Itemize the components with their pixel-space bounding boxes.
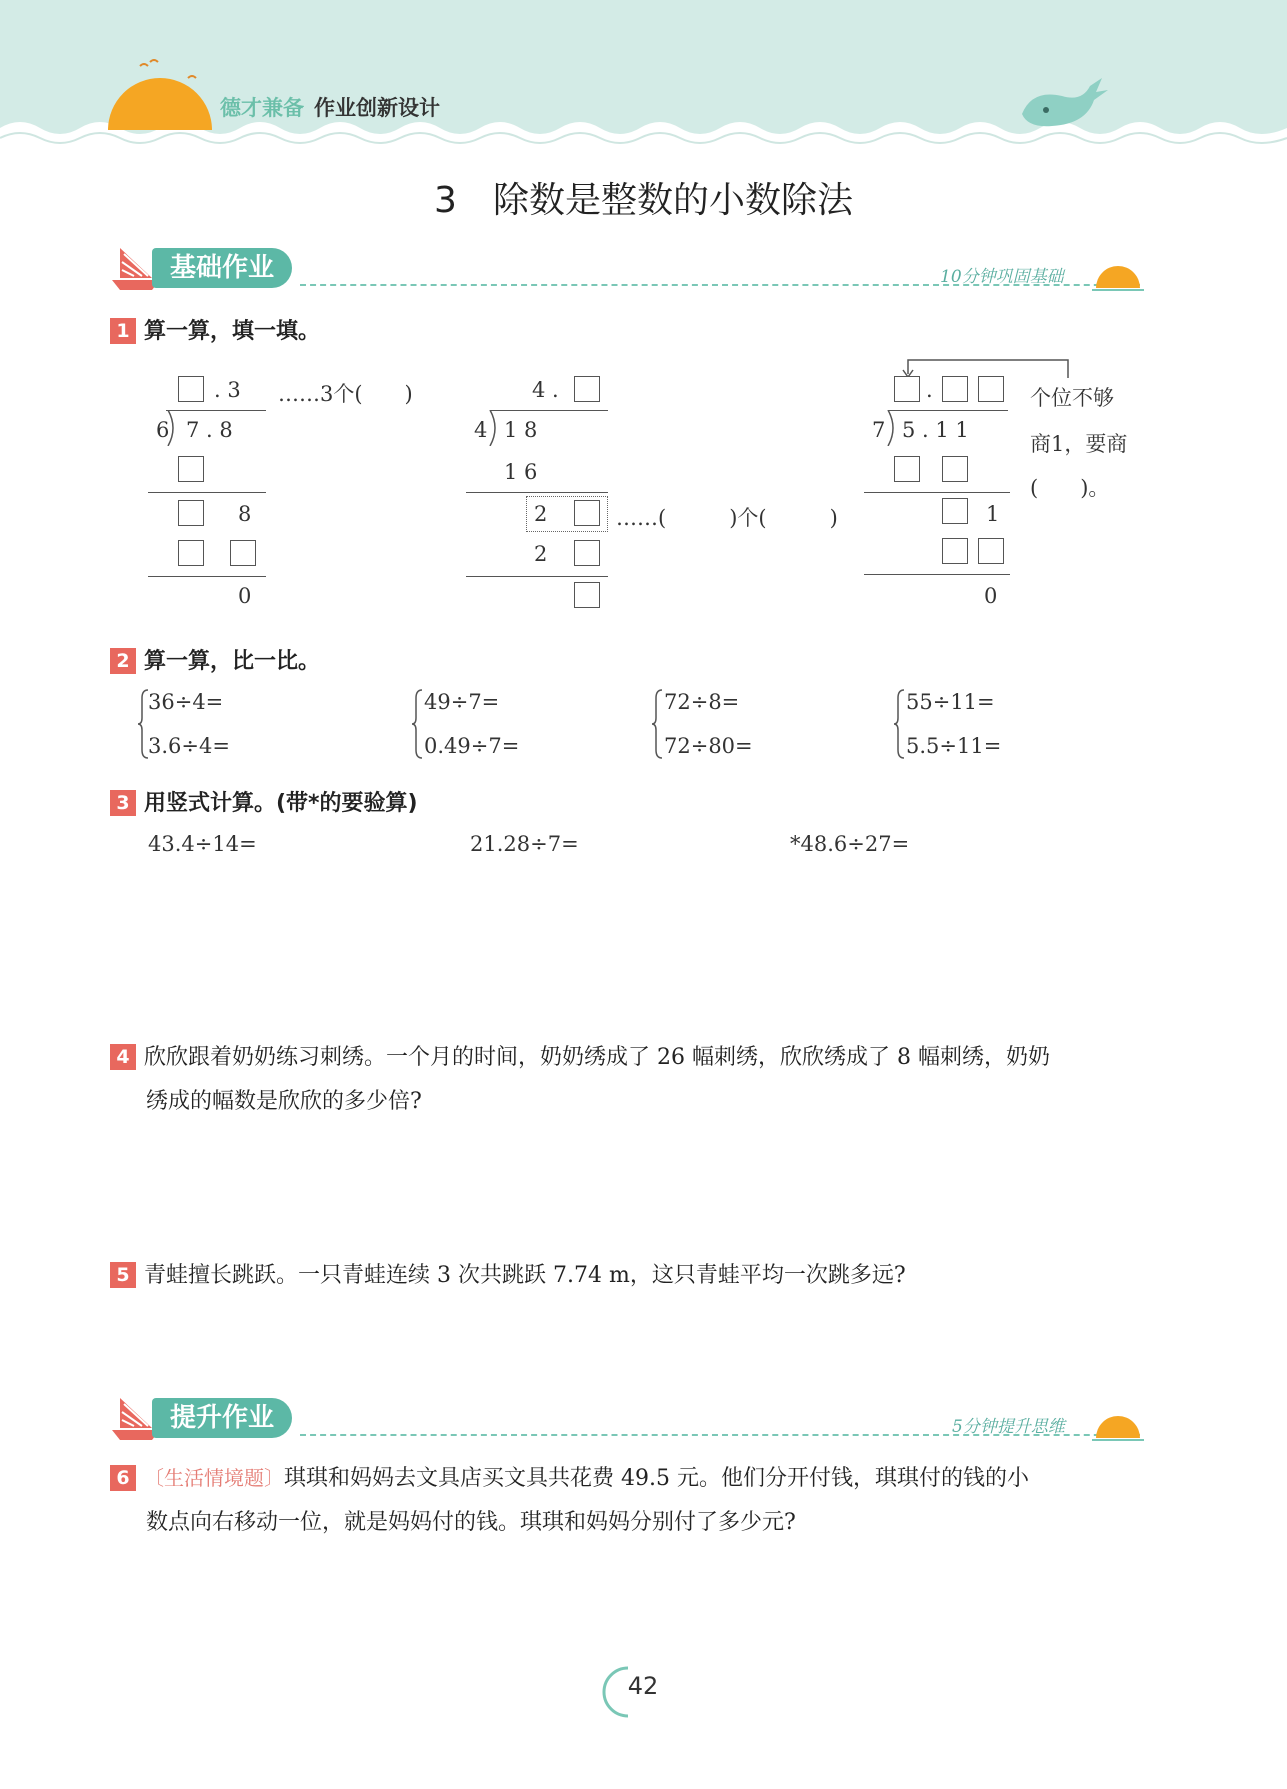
p1-quotient: . 3: [214, 378, 241, 402]
p2-line: [466, 492, 608, 493]
q1-heading: [110, 314, 320, 345]
p3-note-3: ( )。: [1030, 476, 1110, 500]
p2-line: [466, 576, 608, 577]
brace-icon: [894, 688, 906, 760]
p3-line: [864, 574, 1010, 575]
q4-line1: 欣欣跟着奶奶练习刺绣。一个月的时间，奶奶绣成了 26 幅刺绣，欣欣绣成了 8 幅刺绣，奶奶: [144, 1045, 1050, 1070]
answer-box[interactable]: [574, 540, 600, 566]
answer-box[interactable]: [574, 500, 600, 526]
arrow-icon: [902, 356, 1072, 378]
q2-pair4-b: 5.5÷11=: [906, 734, 1002, 758]
p3-dividend: 5 . 1 1: [902, 418, 969, 442]
q3-item-1: 43.4÷14=: [148, 832, 257, 856]
sun-small-icon: [1092, 254, 1144, 294]
division-bracket-icon: [488, 410, 502, 446]
division-bracket-icon: [166, 410, 180, 446]
page-number: 42: [627, 1672, 659, 1700]
q5-block: [110, 1254, 1160, 1298]
brand-left: 德才兼备: [220, 96, 304, 120]
q4-block: [110, 1036, 1160, 1124]
q2-heading: [110, 644, 320, 675]
section-tab-basic: 基础作业: [152, 248, 292, 288]
p2-row2: 2: [534, 502, 548, 526]
answer-box[interactable]: [230, 540, 256, 566]
q6-number: 6: [110, 1465, 136, 1491]
answer-box[interactable]: [942, 376, 968, 402]
p1-line: [148, 492, 266, 493]
q3-heading: [110, 786, 418, 817]
q3-item-2: 21.28÷7=: [470, 832, 579, 856]
brand-right: 作业创新设计: [314, 96, 440, 120]
q1-number: 1: [110, 318, 136, 344]
q3-prompt: 用竖式计算。(带*的要验算): [144, 791, 418, 816]
q2-pair1-a: 36÷4=: [148, 690, 224, 714]
p3-row2: 1: [986, 502, 1000, 526]
answer-box[interactable]: [574, 376, 600, 402]
q2-pair1-b: 3.6÷4=: [148, 734, 230, 758]
answer-box[interactable]: [574, 582, 600, 608]
answer-box[interactable]: [894, 456, 920, 482]
q3-item-3: *48.6÷27=: [790, 832, 910, 856]
answer-box[interactable]: [978, 376, 1004, 402]
brand: [220, 92, 440, 122]
page-title: [0, 172, 1287, 223]
q3-number: 3: [110, 790, 136, 816]
p1-divisor: 6: [156, 418, 170, 442]
brace-icon: [652, 688, 664, 760]
section-tab-advanced: 提升作业: [152, 1398, 292, 1438]
answer-box[interactable]: [942, 456, 968, 482]
p2-row1: 1 6: [504, 460, 538, 484]
p3-dot: .: [926, 378, 933, 402]
p2-divisor: 4: [474, 418, 488, 442]
q1-prompt: 算一算，填一填。: [144, 319, 321, 344]
q2-pair3-b: 72÷80=: [664, 734, 753, 758]
q6-block: [110, 1456, 1170, 1545]
p1-remainder: 0: [238, 584, 252, 608]
p2-row3: 2: [534, 542, 548, 566]
p3-line: [864, 492, 1010, 493]
section-note-basic: 10分钟巩固基础: [940, 267, 1064, 287]
sun-small-icon: [1092, 1404, 1144, 1444]
brace-icon: [412, 688, 424, 760]
section-note-advanced: 5分钟提升思维: [952, 1417, 1065, 1437]
answer-box[interactable]: [178, 500, 204, 526]
whale-icon: [1012, 74, 1112, 134]
p2-quotient: 4 .: [532, 378, 559, 402]
answer-box[interactable]: [978, 538, 1004, 564]
answer-box[interactable]: [178, 376, 204, 402]
p2-dividend: 1 8: [504, 418, 538, 442]
q4-number: 4: [110, 1044, 136, 1070]
q6-tag: 〔生活情境题〕: [144, 1466, 284, 1490]
p1-line: [148, 576, 266, 577]
sun-logo-icon: [100, 58, 220, 130]
p3-note-1: 个位不够: [1030, 386, 1114, 410]
p3-divisor: 7: [872, 418, 886, 442]
q2-pair2-a: 49÷7=: [424, 690, 500, 714]
q2-number: 2: [110, 648, 136, 674]
answer-box[interactable]: [942, 498, 968, 524]
title-text: 除数是整数的小数除法: [492, 180, 853, 221]
q6-line2: 数点向右移动一位，就是妈妈付的钱。琪琪和妈妈分别付了多少元?: [146, 1510, 796, 1535]
title-number: 3: [434, 180, 457, 221]
q5-text: 青蛙擅长跳跃。一只青蛙连续 3 次共跳跃 7.74 m，这只青蛙平均一次跳多远?: [144, 1263, 906, 1288]
q5-number: 5: [110, 1262, 136, 1288]
p3-remainder: 0: [984, 584, 998, 608]
q2-pair3-a: 72÷8=: [664, 690, 740, 714]
p1-row2: 8: [238, 502, 252, 526]
p2-side: ……( )个( ): [616, 506, 838, 530]
p2-bar: [490, 410, 608, 411]
q4-line2: 绣成的幅数是欣欣的多少倍?: [146, 1089, 422, 1114]
answer-box[interactable]: [178, 540, 204, 566]
p1-dividend: 7 . 8: [186, 418, 233, 442]
p1-bar: [166, 410, 266, 411]
p3-bar: [888, 410, 1008, 411]
answer-box[interactable]: [894, 376, 920, 402]
answer-box[interactable]: [942, 538, 968, 564]
q2-pair4-a: 55÷11=: [906, 690, 995, 714]
p3-note-2: 商1，要商: [1030, 432, 1128, 456]
q6-line1: 琪琪和妈妈去文具店买文具共花费 49.5 元。他们分开付钱，琪琪付的钱的小: [284, 1466, 1029, 1491]
p1-side: ……3个( ): [278, 382, 413, 406]
q2-pair2-b: 0.49÷7=: [424, 734, 520, 758]
answer-box[interactable]: [178, 456, 204, 482]
division-bracket-icon: [886, 410, 900, 446]
q2-prompt: 算一算，比一比。: [144, 649, 321, 674]
